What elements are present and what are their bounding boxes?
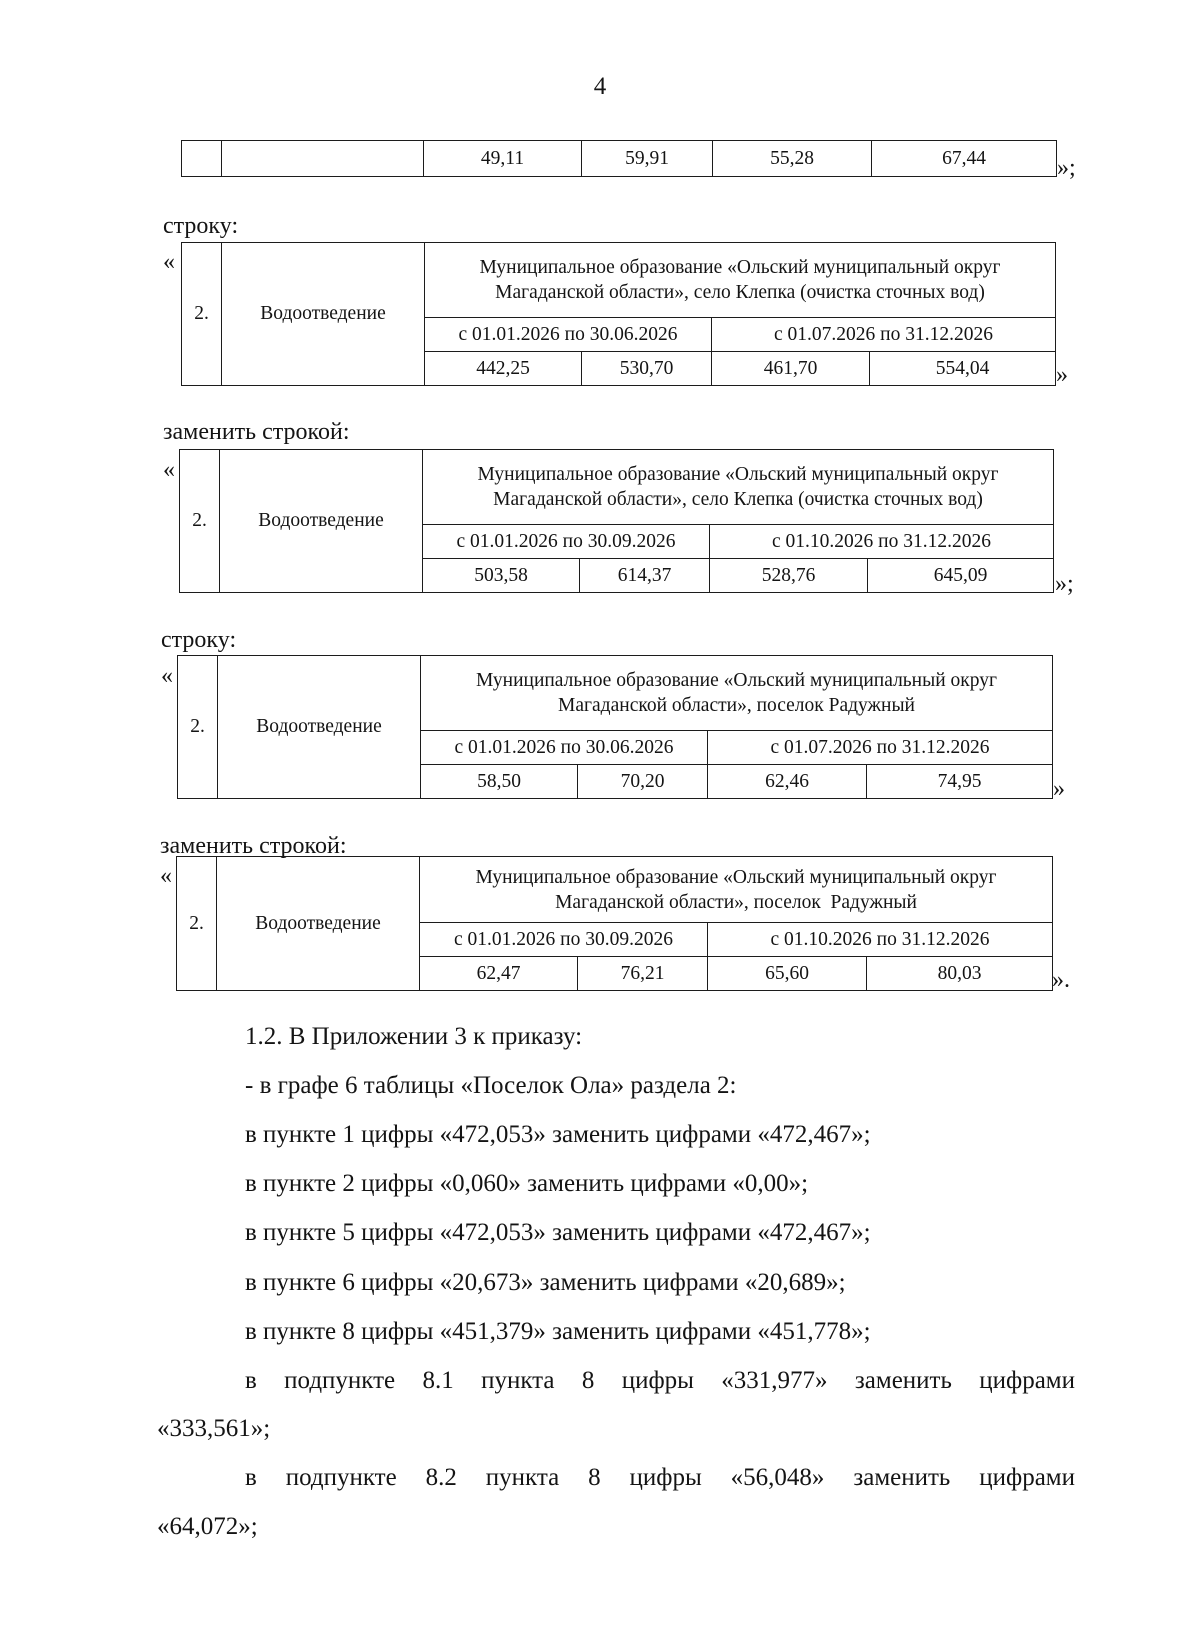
tariff-value: 62,46 xyxy=(708,765,867,799)
tariff-value: 76,21 xyxy=(578,957,708,991)
municipality-line: Муниципальное образование «Ольский муниципальный округ xyxy=(479,257,1001,278)
tariff-value: 80,03 xyxy=(867,957,1053,991)
municipality-line: Магаданской области», поселок Радужный xyxy=(558,695,915,716)
service-name: Водоотведение xyxy=(218,656,421,799)
municipality-header xyxy=(421,656,1053,731)
tariff-value: 70,20 xyxy=(578,765,708,799)
tariff-value: 461,70 xyxy=(712,352,870,386)
period-header: с 01.07.2026 по 31.12.2026 xyxy=(708,731,1053,765)
municipality-line: Магаданской области», село Клепка (очистка сточных вод) xyxy=(495,282,985,303)
tariff-table-block-3 xyxy=(177,655,1053,799)
row-number: 2. xyxy=(180,450,220,593)
closing-quote: » xyxy=(1053,776,1065,802)
paragraph-item-5: в пункте 5 цифры «472,053» заменить цифрами «472,467»; xyxy=(245,1219,871,1246)
paragraph-subitem-8-2-cont: «64,072»; xyxy=(157,1513,258,1540)
tariff-table-block-4 xyxy=(176,856,1053,991)
tariff-value: 65,60 xyxy=(708,957,867,991)
row-number: 2. xyxy=(182,243,222,386)
tariff-value: 614,37 xyxy=(580,559,710,593)
closing-quote: »; xyxy=(1055,571,1074,597)
period-header: с 01.01.2026 по 30.09.2026 xyxy=(420,923,708,957)
paragraph-item-1: в пункте 1 цифры «472,053» заменить цифрами «472,467»; xyxy=(245,1121,871,1148)
tariff-value: 58,50 xyxy=(421,765,578,799)
tariff-table-top-row xyxy=(181,140,1057,177)
paragraph-item-6: в пункте 6 цифры «20,673» заменить цифрами «20,689»; xyxy=(245,1269,846,1296)
municipality-line: Магаданской области», поселок Радужный xyxy=(555,891,917,913)
tariff-value: 554,04 xyxy=(870,352,1056,386)
municipality-line: Магаданской области», село Клепка (очистка сточных вод) xyxy=(493,489,983,510)
tariff-value: 59,91 xyxy=(582,141,713,177)
municipality-line: Муниципальное образование «Ольский муниципальный округ xyxy=(477,464,999,485)
municipality-line: Муниципальное образование «Ольский муниципальный округ xyxy=(476,670,997,691)
block-label: заменить строкой: xyxy=(163,419,350,445)
period-header: с 01.10.2026 по 31.12.2026 xyxy=(708,923,1053,957)
block-label: строку: xyxy=(161,627,237,653)
municipality-header xyxy=(420,857,1053,923)
period-header: с 01.10.2026 по 31.12.2026 xyxy=(710,525,1054,559)
period-header: с 01.07.2026 по 31.12.2026 xyxy=(712,318,1056,352)
period-header: с 01.01.2026 по 30.06.2026 xyxy=(421,731,708,765)
paragraph-item-8: в пункте 8 цифры «451,379» заменить цифрами «451,778»; xyxy=(245,1318,871,1345)
opening-quote: « xyxy=(161,663,173,689)
paragraph-subitem-8-1-cont: «333,561»; xyxy=(157,1415,271,1442)
paragraph-appendix-3: 1.2. В Приложении 3 к приказу: xyxy=(245,1023,583,1050)
period-header: с 01.01.2026 по 30.06.2026 xyxy=(425,318,712,352)
empty-cell xyxy=(222,141,424,177)
opening-quote: « xyxy=(163,249,175,275)
block-label: заменить строкой: xyxy=(160,833,347,859)
opening-quote: « xyxy=(163,457,175,483)
period-header: с 01.01.2026 по 30.09.2026 xyxy=(423,525,710,559)
tariff-value: 67,44 xyxy=(872,141,1057,177)
paragraph-column-6: - в графе 6 таблицы «Поселок Ола» раздела 2: xyxy=(245,1072,737,1099)
tariff-table-block-1 xyxy=(181,242,1056,386)
closing-quote: ». xyxy=(1052,967,1070,993)
tariff-value: 62,47 xyxy=(420,957,578,991)
service-name: Водоотведение xyxy=(222,243,425,386)
tariff-value: 55,28 xyxy=(713,141,872,177)
tariff-value: 530,70 xyxy=(582,352,712,386)
page-number: 4 xyxy=(593,73,607,100)
tariff-table-block-2 xyxy=(179,449,1054,593)
row-number: 2. xyxy=(178,656,218,799)
tariff-value: 645,09 xyxy=(868,559,1054,593)
municipality-header xyxy=(425,243,1056,318)
municipality-line: Муниципальное образование «Ольский муниципальный округ xyxy=(475,866,997,888)
service-name: Водоотведение xyxy=(220,450,423,593)
tariff-value: 74,95 xyxy=(867,765,1053,799)
tariff-value: 442,25 xyxy=(425,352,582,386)
opening-quote: « xyxy=(160,863,172,889)
paragraph-subitem-8-1: в подпункте 8.1 пункта 8 цифры «331,977» заменить цифрами xyxy=(245,1367,1075,1394)
closing-quote: » xyxy=(1056,362,1068,388)
paragraph-subitem-8-2: в подпункте 8.2 пункта 8 цифры «56,048» заменить цифрами xyxy=(245,1464,1075,1491)
tariff-value: 503,58 xyxy=(423,559,580,593)
block-label: строку: xyxy=(163,213,239,239)
service-name: Водоотведение xyxy=(217,857,420,991)
municipality-header xyxy=(423,450,1054,525)
tariff-value: 528,76 xyxy=(710,559,868,593)
closing-quote: »; xyxy=(1057,155,1076,181)
tariff-value: 49,11 xyxy=(424,141,582,177)
row-number: 2. xyxy=(177,857,217,991)
empty-cell xyxy=(182,141,222,177)
paragraph-item-2: в пункте 2 цифры «0,060» заменить цифрами «0,00»; xyxy=(245,1170,809,1197)
